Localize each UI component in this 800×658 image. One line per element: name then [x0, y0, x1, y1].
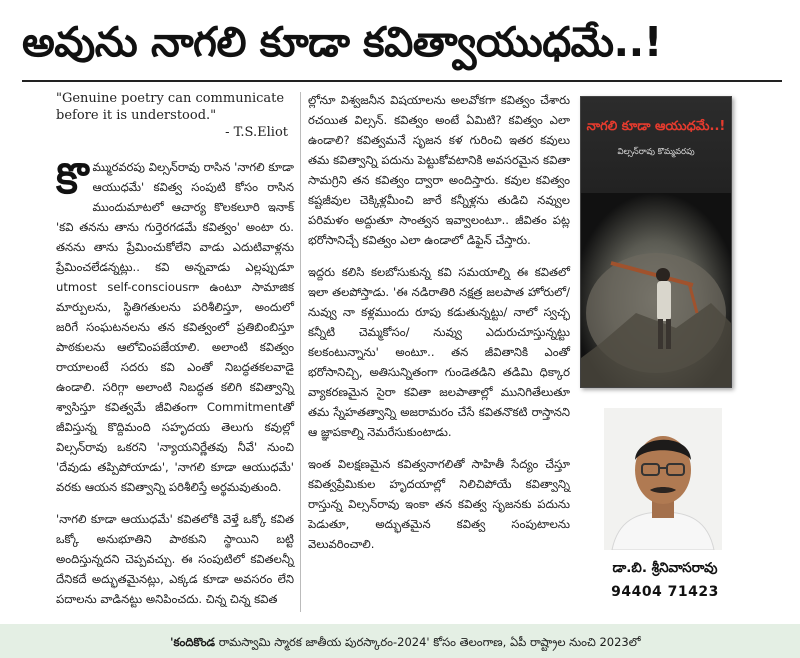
drop-cap: కొ	[56, 154, 89, 203]
headline: అవును నాగలి కూడా కవిత్వాయుధమే..!	[22, 18, 662, 66]
epigraph	[56, 90, 294, 141]
paragraph	[56, 509, 294, 609]
paragraph	[308, 262, 570, 442]
epigraph-text: "Genuine poetry can communicate before it is understood."	[56, 91, 285, 123]
article-column-2	[308, 90, 570, 566]
book-cover-title: నాగలి కూడా ఆయుధమే..!	[586, 119, 726, 134]
footer-teaser	[170, 632, 790, 652]
footer-highlight: 'కందికొండ	[170, 635, 216, 649]
paragraph	[308, 90, 570, 250]
author-portrait	[604, 408, 722, 550]
paragraph	[56, 154, 294, 497]
book-cover-author: విల్సన్‌రావు కొమ్మవరపు	[617, 147, 695, 157]
headline-rule	[22, 80, 782, 82]
paragraph-text: ఇంత విలక్షణమైన కవిత్వనాగలితో సాహితీ సేద్యం చేస్తూ కవిత్వప్రేమికుల హృదయాల్లో నిలిచిపోయే కవిత్వాన్ని రాస్తున్న విల్సన్‌రావు ఇంకా తన కవిత్వ సృజనకు పదును పెడుతూ, అద్భుతమైన కవిత్వ సంపుటాలను వెలువరించాలి.	[308, 457, 570, 551]
paragraph-text: ఇద్దరు కలిసి కలబోసుకున్న కవి సమయాల్ని ఈ కవితలో ఇలా తలపోస్తాడు. 'ఈ నడిరాతిరి నక్షత్ర జలపాత హోరులో/ నువ్వు నా కళ్లముందు రూపు కడుతున్నట్టు/ నాలో స్వచ్ఛ కన్నీటి చెమ్మకోసం/ నువ్వు ఎదురుచూస్తున్నట్టు కలకంటున్నాను' అంటూ.. తన జీవితానికి ఎంతో భరోసానిచ్చి, అతిసున్నితంగా గుండెతడిని తడిమి ధిక్కార వ్యాకరణమైన సైరా కవితా జలపాతాల్లో మునిగితేలుతూ తమ స్నేహతత్వాన్ని అజరామరం చేసే కవితనొకటి రాస్తానని ఆ జ్ఞాపకాల్ని నెమరేసుకుంటాడు.	[308, 265, 570, 439]
book-cover-image	[580, 96, 732, 388]
epigraph-author: - T.S.Eliot	[225, 125, 288, 140]
author-name: డా.బి. శ్రీనివాసరావు	[612, 560, 718, 576]
paragraph-text: 'నాగలి కూడా ఆయుధమే' కవితలోకి వెళ్తే ఒక్కో కవిత ఒక్కో అనుభూతిని పాఠకుని స్థాయిని బట్టి అందిస్తున్నదని చెప్పవచ్చు. ఈ సంపుటిలో కవితలన్నీ దేనికదే అద్భుతమైనట్లు, ఎక్కడ కూడా అవసరం లేని పదాలను వాడినట్టు అనిపించదు. చిన్న చిన్న కవిత	[56, 512, 294, 606]
column-divider	[300, 92, 301, 612]
footer-teaser-text: రామస్వామి స్మారక జాతీయ పురస్కారం-2024' కోసం తెలంగాణ, ఏపీ రాష్ట్రాల నుంచి 2023లో	[215, 635, 641, 649]
paragraph	[308, 454, 570, 554]
author-photo	[604, 408, 722, 550]
article-column-1	[56, 90, 294, 621]
book-cover-illustration	[581, 193, 731, 387]
paragraph-text: ల్లోనూ విశ్వజనీన విషయాలను అలవోకగా కవిత్వం చేశారు రచయిత విల్సన్. కవిత్వం అంటే ఏమిటి? కవిత్వం ఎలా ఉండాలి? కవిత్వమనే సృజన కళ గురించి ఇతర కవులు తమ కవిత్వాన్ని పదును పెట్టుకోవటానికి అవసరమైన కవితా సామగ్రిని తన కవిత్వం ద్వారా అందిస్తారు. కవుల కవిత్వం కష్టజీవుల చెక్కిళ్లమీంచి జారే కన్నీళ్లను తుడిచి నవ్వుల పరిమళం అద్దుతూ సాంత్వన ఇవ్వాలంటూ.. జీవితం పట్ల భరోసానిచ్చే కవిత్వం ఎలా ఉండాలో డిఫైన్ చేస్తారు.	[308, 93, 570, 247]
author-phone: 94404 71423	[611, 584, 719, 600]
paragraph-text: మ్మురవరపు విల్సన్‌రావు రాసిన 'నాగలి కూడా ఆయుధమే' కవిత్వ సంపుటి కోసం రాసిన ముందుమాటలో ఆచార్య కొలకలూరి ఇనాక్ 'కవి తనను తాను గుర్తెరగడమే కవిత్వం' అంటా రు. తనను తాను ప్రేమించుకోలేని వాడు ఎదుటివాళ్లను ప్రేమించలేడన్నట్లు.. కవి అన్నవాడు ఎల్లప్పుడూ utmost self-consciousగా ఉంటూ సామాజిక మార్పులను, స్థితిగతులను పరిశీలిస్తూ, అందులో జరిగే సంఘటనలను తన కవిత్వంలో ప్రతిబింబిస్తూ పాఠకులను ఆలోచింపజేయాలి. అలాంటి కవిత్వం రాయాలంటే సదరు కవి ఎంతో నిబద్ధతకలవాడై ఉండాలి. సరిగ్గా అలాంటి నిబద్ధత కలిగి కవిత్వాన్ని శ్వాసిస్తూ కవిత్వమే జీవితంగా Commitmentతో జీవిస్తున్న కొద్దిమంది సహృదయ తెలుగు కవుల్లో విల్సన్‌రావు ఒకరని 'న్యాయనిర్ణేతవు నీవే' నుంచి 'దేవుడు తప్పిపోయాడు', 'నాగలి కూడా ఆయుధమే' వరకు ఆయన కవిత్వాన్ని పరిశీలిస్తే అర్థమవుతుంది.	[56, 160, 294, 494]
